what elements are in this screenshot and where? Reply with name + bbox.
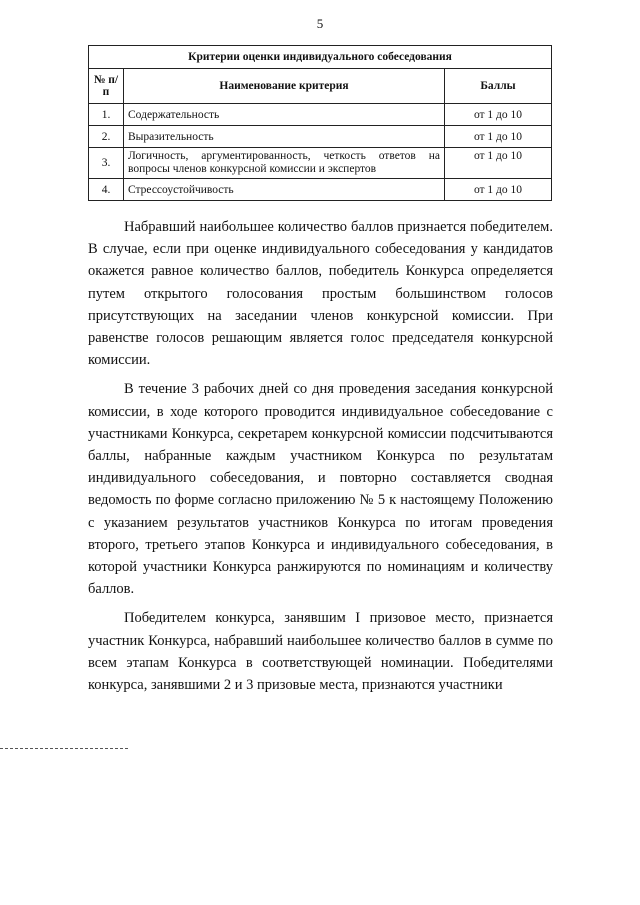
row-num: 2.	[89, 126, 124, 148]
criteria-table	[88, 45, 552, 201]
paragraph-scoring: В течение 3 рабочих дней со дня проведения заседания конкурсной комиссии, в ходе которого проводится индивидуальное собеседование с участниками Конкурса, секретарем конкурсной комиссии подсчитываются баллы, набранные каждым участником Конкурса по результатам индивидуального собеседования, и повторно составляется сводная ведомость по форме согласно приложению № 5 к настоящему Положению с указанием результатов участников Конкурса по итогам проведения второго, третьего этапов Конкурса и индивидуального собеседования, в которой участники Конкурса ранжируются по номинациям и количеству баллов.	[88, 381, 553, 598]
row-score: от 1 до 10	[445, 179, 552, 201]
body-text	[88, 216, 553, 703]
table-row	[89, 126, 552, 148]
row-num: 1.	[89, 104, 124, 126]
row-num: 3.	[89, 148, 124, 179]
row-score: от 1 до 10	[445, 104, 552, 126]
row-name: Стрессоустойчивость	[124, 179, 445, 201]
header-name: Наименование критерия	[124, 69, 445, 104]
row-name: Выразительность	[124, 126, 445, 148]
paragraph-winner: Набравший наибольшее количество баллов признается победителем. В случае, если при оценке индивидуального собеседования у кандидатов окажется равное количество баллов, победитель Конкурса определяется путем открытого голосования простым большинством голосов присутствующих на заседании членов конкурсной комиссии. При равенстве голосов решающим является голос председателя конкурсной комиссии.	[88, 219, 553, 369]
footnote-separator	[0, 748, 128, 749]
header-score: Баллы	[445, 69, 552, 104]
row-score: от 1 до 10	[445, 148, 552, 179]
row-name: Логичность, аргументированность, четкость ответов на вопросы членов конкурсной комиссии и экспертов	[124, 148, 445, 179]
paragraph-prize-places: Победителем конкурса, занявшим I призовое место, признается участник Конкурса, набравший наибольшее количество баллов в сумме по всем этапам Конкурса в соответствующей номинации. Победителями конкурса, занявшими 2 и 3 призовые места, признаются участники	[88, 610, 553, 694]
row-num: 4.	[89, 179, 124, 201]
row-score: от 1 до 10	[445, 126, 552, 148]
table-header-row	[89, 69, 552, 104]
row-name: Содержательность	[124, 104, 445, 126]
table-row	[89, 104, 552, 126]
table-title: Критерии оценки индивидуального собеседования	[89, 46, 552, 69]
page-number: 5	[316, 16, 324, 31]
table-row	[89, 148, 552, 179]
table-row	[89, 179, 552, 201]
header-num: № п/п	[89, 69, 124, 104]
